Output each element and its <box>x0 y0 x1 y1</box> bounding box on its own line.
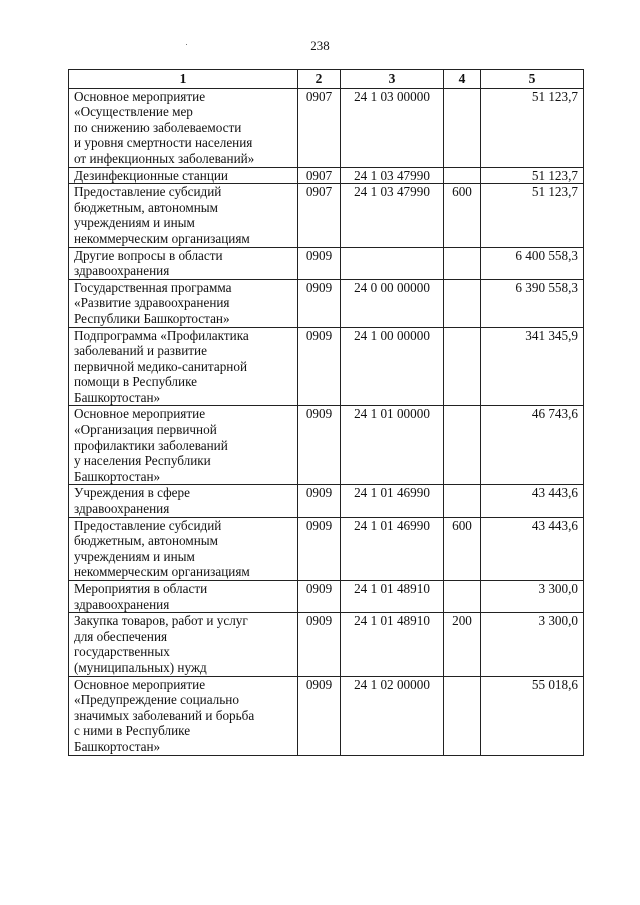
row-vr-cell <box>444 88 481 167</box>
row-vr-cell <box>444 485 481 517</box>
row-csr-cell: 24 1 01 48910 <box>341 613 444 676</box>
row-vr-cell: 600 <box>444 184 481 247</box>
header-col-4: 4 <box>444 70 481 89</box>
row-section-cell: 0909 <box>298 613 341 676</box>
table-row <box>69 184 584 247</box>
row-section-cell: 0909 <box>298 517 341 580</box>
row-amount-cell: 43 443,6 <box>481 517 584 580</box>
row-amount-cell: 341 345,9 <box>481 327 584 406</box>
row-amount-cell: 6 390 558,3 <box>481 279 584 327</box>
row-vr-cell: 600 <box>444 517 481 580</box>
row-section-cell: 0909 <box>298 406 341 485</box>
row-vr-cell <box>444 327 481 406</box>
row-csr-cell: 24 1 01 46990 <box>341 485 444 517</box>
row-name-cell: Предоставление субсидий бюджетным, автономным учреждениям и иным некоммерческим организациям <box>69 184 298 247</box>
table-row <box>69 581 584 613</box>
table-row <box>69 167 584 184</box>
table-row <box>69 517 584 580</box>
row-name-cell: Подпрограмма «Профилактика заболеваний и развитие первичной медико-санитарной помощи в Республике Башкортостан» <box>69 327 298 406</box>
row-name-cell: Основное мероприятие «Осуществление мер по снижению заболеваемости и уровня смертности населения от инфекционных заболеваний» <box>69 88 298 167</box>
row-name-cell: Основное мероприятие «Организация первичной профилактики заболеваний у населения Республики Башкортостан» <box>69 406 298 485</box>
row-vr-cell <box>444 167 481 184</box>
header-col-2: 2 <box>298 70 341 89</box>
row-name-cell: Закупка товаров, работ и услуг для обеспечения государственных (муниципальных) нужд <box>69 613 298 676</box>
row-vr-cell: 200 <box>444 613 481 676</box>
row-amount-cell: 3 300,0 <box>481 581 584 613</box>
table-row <box>69 247 584 279</box>
table-row <box>69 613 584 676</box>
row-section-cell: 0909 <box>298 247 341 279</box>
row-section-cell: 0907 <box>298 167 341 184</box>
row-csr-cell: 24 1 01 00000 <box>341 406 444 485</box>
row-csr-cell: 24 0 00 00000 <box>341 279 444 327</box>
table-row <box>69 88 584 167</box>
table-body <box>69 88 584 755</box>
row-csr-cell: 24 1 02 00000 <box>341 676 444 755</box>
row-vr-cell <box>444 406 481 485</box>
row-amount-cell: 55 018,6 <box>481 676 584 755</box>
row-amount-cell: 51 123,7 <box>481 167 584 184</box>
budget-table <box>68 69 584 756</box>
row-amount-cell: 46 743,6 <box>481 406 584 485</box>
header-col-5: 5 <box>481 70 584 89</box>
table-row <box>69 327 584 406</box>
row-amount-cell: 3 300,0 <box>481 613 584 676</box>
row-vr-cell <box>444 247 481 279</box>
row-csr-cell: 24 1 03 47990 <box>341 167 444 184</box>
scan-speck <box>186 44 187 45</box>
row-section-cell: 0909 <box>298 327 341 406</box>
row-name-cell: Другие вопросы в области здравоохранения <box>69 247 298 279</box>
header-col-3: 3 <box>341 70 444 89</box>
row-section-cell: 0909 <box>298 279 341 327</box>
row-name-cell: Дезинфекционные станции <box>69 167 298 184</box>
row-name-cell: Основное мероприятие «Предупреждение социально значимых заболеваний и борьба с ними в Республике Башкортостан» <box>69 676 298 755</box>
row-amount-cell: 51 123,7 <box>481 184 584 247</box>
page-number: 238 <box>310 38 330 53</box>
row-amount-cell: 43 443,6 <box>481 485 584 517</box>
row-name-cell: Государственная программа «Развитие здравоохранения Республики Башкортостан» <box>69 279 298 327</box>
row-name-cell: Учреждения в сфере здравоохранения <box>69 485 298 517</box>
row-amount-cell: 6 400 558,3 <box>481 247 584 279</box>
row-name-cell: Предоставление субсидий бюджетным, автономным учреждениям и иным некоммерческим организациям <box>69 517 298 580</box>
table-row <box>69 676 584 755</box>
row-section-cell: 0909 <box>298 581 341 613</box>
row-csr-cell: 24 1 03 47990 <box>341 184 444 247</box>
table-header-row <box>69 70 584 89</box>
table-row <box>69 279 584 327</box>
header-col-1: 1 <box>69 70 298 89</box>
row-vr-cell <box>444 581 481 613</box>
row-csr-cell: 24 1 01 46990 <box>341 517 444 580</box>
row-name-cell: Мероприятия в области здравоохранения <box>69 581 298 613</box>
row-csr-cell <box>341 247 444 279</box>
row-csr-cell: 24 1 03 00000 <box>341 88 444 167</box>
row-section-cell: 0907 <box>298 88 341 167</box>
row-section-cell: 0909 <box>298 485 341 517</box>
row-csr-cell: 24 1 01 48910 <box>341 581 444 613</box>
row-section-cell: 0907 <box>298 184 341 247</box>
row-amount-cell: 51 123,7 <box>481 88 584 167</box>
row-section-cell: 0909 <box>298 676 341 755</box>
row-csr-cell: 24 1 00 00000 <box>341 327 444 406</box>
table-row <box>69 485 584 517</box>
row-vr-cell <box>444 676 481 755</box>
table-row <box>69 406 584 485</box>
row-vr-cell <box>444 279 481 327</box>
